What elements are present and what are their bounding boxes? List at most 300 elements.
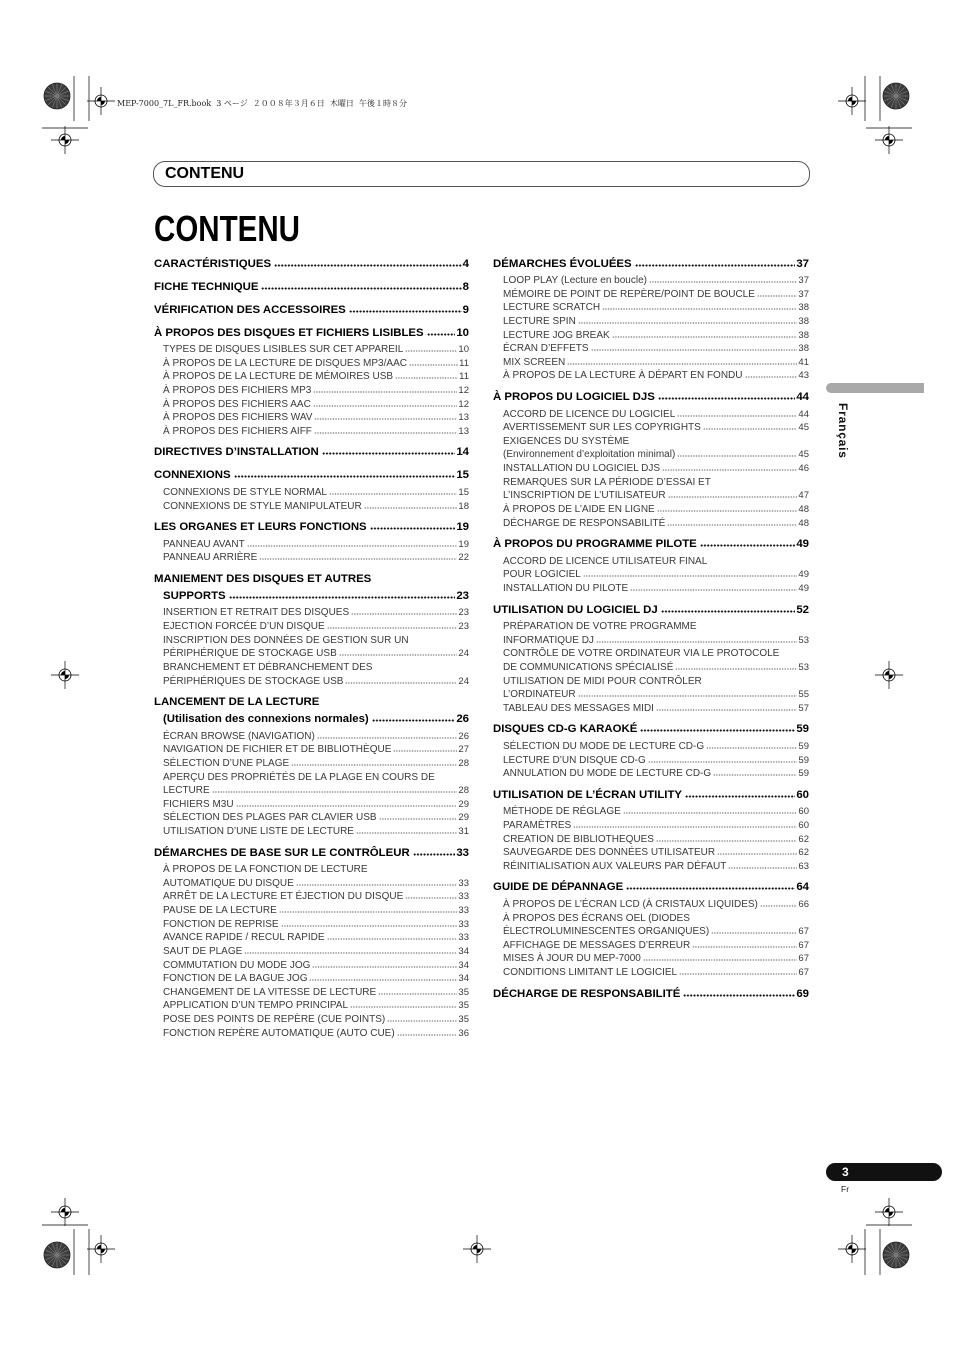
toc-line (163, 999, 469, 1013)
toc-subentry (503, 647, 809, 674)
toc-page-number: 12 (458, 384, 469, 396)
toc-subentry (163, 798, 469, 812)
toc-line (503, 356, 809, 370)
registration-quadrant (852, 101, 856, 105)
toc-line (493, 256, 809, 273)
dot-leader (378, 993, 457, 995)
toc-line (503, 819, 809, 833)
dot-leader (379, 818, 458, 820)
toc-entry-title: POUR LOGICIEL (503, 569, 581, 581)
registration-mark (87, 1235, 115, 1263)
toc-page-number: 19 (458, 538, 469, 550)
toc-entry-title: L’ORDINATEUR (503, 689, 576, 701)
toc-page-number: 34 (458, 945, 469, 957)
target-spoke (891, 1255, 896, 1267)
toc-page-number: 46 (798, 463, 809, 474)
target-spoke (887, 96, 896, 105)
toc-line (503, 489, 809, 503)
toc-subentry (163, 730, 469, 744)
toc-entry-title: LECTURE SCRATCH (503, 302, 601, 314)
toc-line (503, 939, 809, 953)
dot-leader (309, 979, 457, 981)
toc-subentries (493, 620, 809, 715)
dot-leader (662, 469, 797, 471)
toc-entry-title: UTILISATION DE MIDI POUR CONTRÔLER (503, 675, 702, 687)
toc-entry-title: DE COMMUNICATIONS SPÉCIALISÉ (503, 661, 674, 673)
toc-page-number: 24 (458, 648, 469, 660)
registration-quadrant (65, 1212, 69, 1216)
dot-leader (314, 418, 457, 420)
dot-leader (395, 377, 458, 379)
target-disc (883, 83, 909, 109)
target-spoke (891, 84, 896, 96)
toc-subentry (503, 315, 809, 329)
toc-subentry (503, 555, 809, 582)
toc-page-number: 23 (456, 589, 469, 602)
toc-entry-title: ACCORD DE LICENCE DU LOGICIEL (503, 408, 676, 420)
toc-entry-title: INSCRIPTION DES DONNÉES DE GESTION SUR UN (163, 634, 409, 646)
target-spoke (52, 96, 57, 108)
toc-line (154, 588, 469, 605)
target-spoke (891, 96, 896, 108)
toc-subentry (503, 435, 809, 462)
toc-subentries (154, 606, 469, 688)
toc-line (163, 972, 469, 986)
toc-page-number: 52 (796, 603, 809, 616)
toc-line (503, 898, 809, 912)
toc-subentry (163, 999, 469, 1013)
toc-line (163, 757, 469, 771)
toc-page-number: 28 (458, 785, 469, 797)
toc-line (493, 787, 809, 804)
dot-leader (259, 558, 457, 560)
toc-page-number: 33 (456, 846, 469, 859)
toc-entry-title: ANNULATION DU MODE DE LECTURE CD-G (503, 768, 712, 780)
target-spoke (48, 96, 57, 105)
toc-page-number: 48 (798, 503, 809, 515)
target-spoke (45, 96, 57, 101)
toc-line (163, 620, 469, 634)
dot-leader (713, 774, 797, 776)
toc-page-number: 11 (459, 357, 469, 369)
registration-quadrant (848, 1245, 852, 1249)
toc-entry-title: À PROPOS DU LOGICIEL DJS (493, 391, 655, 403)
toc-entry-title: FONCTION DE LA BAGUE JOG (163, 973, 308, 985)
toc-line (503, 342, 809, 356)
toc-page-number: 11 (459, 371, 469, 383)
section-header-title: CONTENU (165, 165, 245, 182)
toc-page-number: 10 (456, 326, 469, 339)
toc-entry-title: CONNEXIONS DE STYLE MANIPULATEUR (163, 500, 362, 512)
toc-entry-title: UTILISATION DE L’ÉCRAN UTILITY (493, 788, 682, 801)
toc-entry-title: À PROPOS DES FICHIERS MP3 (163, 384, 312, 396)
dot-leader (397, 1034, 458, 1036)
toc-page-number: 53 (798, 661, 809, 673)
registration-mark (463, 1235, 491, 1263)
toc-page-number: 38 (798, 329, 809, 341)
toc-entry-title: PÉRIPHÉRIQUE DE STOCKAGE USB (163, 648, 337, 660)
toc-line (503, 301, 809, 315)
toc-page-number: 12 (458, 398, 469, 410)
toc-entry-title: INFORMATIQUE DJ (503, 634, 594, 646)
dot-leader (322, 452, 456, 455)
toc-line (154, 519, 469, 536)
toc-line (163, 551, 469, 565)
registration-ring (95, 1243, 107, 1255)
section-header (153, 161, 810, 187)
toc-page-number: 9 (462, 303, 469, 316)
toc-subentry (163, 538, 469, 552)
toc-entry-title: CONNEXIONS (154, 469, 231, 482)
toc-entry (154, 519, 469, 565)
toc-subentry (503, 517, 809, 531)
target-spoke (57, 1255, 66, 1264)
toc-page-number: 4 (462, 257, 469, 270)
registration-ring (846, 95, 858, 107)
toc-entry-title: PÉRIPHÉRIQUES DE STOCKAGE USB (163, 675, 344, 687)
toc-line (503, 805, 809, 819)
toc-entry-title: À PROPOS DES ÉCRANS OEL (DIODES (503, 912, 690, 924)
target-spoke (896, 87, 905, 96)
registration-quadrant (61, 1208, 65, 1212)
toc-subentry (503, 582, 809, 596)
target-spoke (45, 1255, 57, 1260)
toc-line (503, 568, 809, 582)
dot-leader (635, 264, 796, 267)
target-spoke (896, 96, 905, 105)
toc-line (503, 740, 809, 754)
dot-leader (229, 596, 456, 599)
toc-page-number: 33 (458, 905, 469, 916)
toc-line (154, 302, 469, 319)
toc-page-number: 62 (798, 833, 809, 845)
toc-line (163, 771, 469, 785)
toc-subentry (163, 863, 469, 890)
dot-leader (623, 812, 798, 814)
dot-leader (372, 719, 456, 722)
toc-page-number: 63 (798, 860, 809, 872)
registration-mark (875, 126, 903, 154)
toc-line (163, 811, 469, 825)
dot-leader (717, 853, 797, 855)
toc-subentry (163, 551, 469, 565)
toc-entry-title: APERÇU DES PROPRIÉTÉS DE LA PLAGE EN COURS DE (163, 771, 435, 783)
toc-page-number: 14 (456, 446, 469, 459)
toc-subentry (503, 408, 809, 422)
toc-page-number: 49 (798, 582, 809, 594)
toc-entry-title: LECTURE (163, 785, 210, 797)
toc-entry-title: SUPPORTS (163, 589, 226, 602)
toc-entry (154, 845, 469, 1041)
toc-page-number: 38 (798, 343, 809, 355)
toc-subentry (163, 890, 469, 904)
toc-entry-title: CONNEXIONS DE STYLE NORMAL (163, 486, 327, 498)
registration-mark (51, 1198, 79, 1226)
toc-page-number: 44 (796, 391, 809, 403)
toc-entry-title: SAUVEGARDE DES DONNÉES UTILISATEUR (503, 847, 716, 859)
toc-entry-title: À PROPOS DES FICHIERS WAV (163, 412, 313, 424)
toc-page-number: 69 (796, 987, 809, 1000)
registration-quadrant (852, 1249, 856, 1253)
toc-line (503, 288, 809, 302)
toc-subentry (163, 904, 469, 918)
toc-subentry (503, 462, 809, 476)
target-spoke (57, 1246, 66, 1255)
toc-line (163, 798, 469, 812)
toc-entry-title: LES ORGANES ET LEURS FONCTIONS (154, 521, 367, 534)
page-title: CONTENU (154, 208, 300, 249)
toc-line (503, 833, 809, 847)
dot-leader (364, 507, 458, 509)
toc-entry-title: MIX SCREEN (503, 356, 566, 368)
target-spoke (884, 91, 896, 96)
registration-quadrant (101, 101, 105, 105)
registration-target (44, 83, 70, 109)
toc-page-number: 34 (458, 973, 469, 985)
toc-line (163, 500, 469, 514)
toc-subentry (163, 425, 469, 439)
toc-line (503, 860, 809, 874)
dot-leader (351, 613, 457, 615)
dot-leader (327, 627, 458, 629)
toc-entry-title: AVANCE RAPIDE / RECUL RAPIDE (163, 932, 325, 944)
toc-entry-title: REMARQUES SUR LA PÉRIODE D’ESSAI ET (503, 476, 711, 488)
dot-leader (602, 308, 797, 310)
registration-mark (875, 661, 903, 689)
dot-leader (700, 544, 796, 547)
toc-line (503, 688, 809, 702)
toc-subentry (503, 476, 809, 503)
toc-subentry (503, 833, 809, 847)
toc-line (154, 467, 469, 484)
toc-subentry (163, 357, 469, 371)
toc-entry-title: AUTOMATIQUE DU DISQUE (163, 877, 294, 889)
toc-subentry (163, 959, 469, 973)
toc-line (503, 476, 809, 490)
toc-entry-title: FICHIERS M3U (163, 798, 234, 810)
toc-entry-title: DÉCHARGE DE RESPONSABILITÉ (503, 517, 666, 529)
toc-entry-title: DÉMARCHES ÉVOLUÉES (493, 257, 632, 270)
registration-target (883, 83, 909, 109)
toc-line (503, 274, 809, 288)
registration-mark (51, 661, 79, 689)
toc-line (163, 384, 469, 398)
toc-entry-title: SÉLECTION DU MODE DE LECTURE CD-G (503, 740, 705, 752)
toc-subentry (503, 767, 809, 781)
toc-page-number: 28 (458, 757, 469, 769)
toc-line (154, 279, 469, 296)
registration-quadrant (848, 97, 852, 101)
dot-leader (345, 682, 457, 684)
toc-entry-title: PAUSE DE LA LECTURE (163, 905, 277, 916)
toc-line (503, 421, 809, 435)
toc-page-number: 45 (798, 449, 809, 461)
toc-line (163, 986, 469, 1000)
dot-leader (648, 761, 798, 763)
toc-page-number: 53 (798, 634, 809, 646)
dot-leader (677, 415, 797, 417)
toc-subentries (154, 730, 469, 839)
toc-subentry (503, 860, 809, 874)
toc-entry-title: EXIGENCES DU SYSTÈME (503, 435, 630, 447)
toc-subentry (163, 986, 469, 1000)
toc-page-number: 24 (458, 675, 469, 687)
dot-leader (281, 925, 458, 927)
toc-entry-title: AFFICHAGE DE MESSAGES D’ERREUR (503, 939, 691, 951)
toc-entry-title: À PROPOS DE LA LECTURE DE DISQUES MP3/AAC (163, 357, 407, 369)
toc-page-number: 62 (798, 847, 809, 859)
target-spoke (48, 1246, 57, 1255)
toc-line (154, 711, 469, 728)
toc-line (163, 825, 469, 839)
target-disc (44, 1242, 70, 1268)
toc-line (163, 784, 469, 798)
toc-page-number: 8 (462, 280, 469, 293)
toc-line (493, 721, 809, 738)
toc-entry (493, 721, 809, 780)
toc-page-number: 19 (456, 521, 469, 534)
dot-leader (234, 475, 456, 478)
toc-line (503, 555, 809, 569)
toc-entry (493, 602, 809, 716)
dot-leader (668, 496, 798, 498)
target-disc (883, 1242, 909, 1268)
toc-entry-title: CARACTÉRISTIQUES (154, 257, 272, 270)
toc-page-number: 67 (798, 953, 809, 965)
registration-quadrant (889, 675, 893, 679)
toc-page-number: 35 (458, 1000, 469, 1012)
toc-entry-title: MÉTHODE DE RÉGLAGE (503, 806, 621, 818)
dot-leader (640, 729, 795, 732)
dot-leader (356, 832, 457, 834)
toc-subentries (493, 805, 809, 873)
toc-entry-title: ÉCRAN D’EFFETS (503, 343, 589, 355)
dot-leader (567, 363, 797, 365)
toc-entry-title: À PROPOS DES FICHIERS AAC (163, 398, 311, 410)
toc-line (163, 343, 469, 357)
toc-line (154, 256, 469, 273)
toc-entry-title: CONTRÔLE DE VOTRE ORDINATEUR VIA LE PROTOCOLE (503, 648, 780, 660)
toc-subentry (163, 811, 469, 825)
dot-leader (573, 826, 797, 828)
toc-page-number: 23 (458, 607, 469, 619)
toc-subentry (503, 754, 809, 768)
toc-entry-title: COMMUTATION DU MODE JOG (163, 959, 311, 971)
toc-entry-title: À PROPOS DU PROGRAMME PILOTE (493, 538, 697, 551)
dot-leader (247, 545, 458, 547)
toc-subentries (154, 863, 469, 1040)
toc-subentry (503, 369, 809, 383)
toc-page-number: 60 (798, 806, 809, 818)
target-spoke (896, 1255, 901, 1267)
toc-subentries (493, 274, 809, 383)
toc-page-number: 59 (798, 740, 809, 752)
toc-entry-title: (Utilisation des connexions normales) (163, 713, 369, 726)
toc-subentry (163, 945, 469, 959)
dot-leader (296, 884, 458, 886)
dot-leader (612, 336, 798, 338)
toc-subentry (503, 329, 809, 343)
target-disc (44, 83, 70, 109)
registration-ring (846, 1243, 858, 1255)
registration-ring (883, 669, 895, 681)
toc-page-number: 33 (458, 932, 469, 944)
dot-leader (703, 428, 798, 430)
toc-page-number: 67 (798, 926, 809, 938)
target-spoke (884, 1250, 896, 1255)
registration-quadrant (97, 97, 101, 101)
toc-entry (154, 325, 469, 439)
toc-line (163, 1027, 469, 1041)
dot-leader (656, 840, 797, 842)
dot-leader (661, 610, 796, 613)
target-spoke (896, 1250, 908, 1255)
target-spoke (884, 1255, 896, 1260)
toc-entry-title: CONDITIONS LIMITANT LE LOGICIEL (503, 967, 678, 978)
toc-subentry (503, 702, 809, 716)
toc-line (503, 647, 809, 661)
toc-line (163, 730, 469, 744)
target-spoke (57, 96, 69, 101)
toc-line (503, 517, 809, 531)
toc-entry-title: INSTALLATION DU PILOTE (503, 582, 629, 594)
toc-page-number: 38 (798, 315, 809, 327)
target-spoke (896, 91, 908, 96)
toc-page-number: 49 (796, 538, 809, 551)
toc-entry-title: DÉMARCHES DE BASE SUR LE CONTRÔLEUR (154, 846, 410, 859)
dot-leader (685, 795, 795, 798)
toc-entry-title: FICHE TECHNIQUE (154, 280, 259, 293)
target-spoke (52, 1255, 57, 1267)
dot-leader (327, 938, 458, 940)
toc-subentry (163, 771, 469, 798)
toc-line (163, 959, 469, 973)
toc-page-number: 15 (458, 486, 469, 498)
toc-line (154, 444, 469, 461)
registration-mark (838, 87, 866, 115)
toc-page-number: 59 (798, 768, 809, 780)
toc-line (503, 408, 809, 422)
dot-leader (677, 455, 797, 457)
toc-page-number: 34 (458, 959, 469, 971)
toc-line (163, 357, 469, 371)
page-number: 3 (842, 1165, 849, 1179)
toc-entry-title: UTILISATION D’UNE LISTE DE LECTURE (163, 826, 354, 837)
toc-entry-title: RÉINITIALISATION AUX VALEURS PAR DÉFAUT (503, 860, 727, 872)
toc-entry-title: APPLICATION D’UN TEMPO PRINCIPAL (163, 1000, 349, 1012)
toc-line (163, 425, 469, 439)
toc-column-left (154, 256, 469, 1041)
target-center (55, 1253, 59, 1257)
toc-subentry (503, 966, 809, 980)
toc-page-number: 55 (798, 689, 809, 701)
registration-quadrant (65, 140, 69, 144)
toc-line (163, 486, 469, 500)
toc-page-number: 49 (798, 569, 809, 581)
toc-subentry (163, 620, 469, 634)
registration-target (44, 1242, 70, 1268)
toc-subentry (503, 288, 809, 302)
target-spoke (896, 1243, 901, 1255)
toc-entry-title: ACCORD DE LICENCE UTILISATEUR FINAL (503, 555, 708, 567)
toc-page-number: 59 (796, 723, 809, 736)
toc-page-number: 33 (458, 891, 469, 903)
toc-entry (154, 256, 469, 273)
toc-page-number: 29 (458, 798, 469, 810)
toc-entry-title: AVERTISSEMENT SUR LES COPYRIGHTS (503, 422, 701, 434)
dot-leader (596, 641, 797, 643)
toc-subentry (163, 500, 469, 514)
